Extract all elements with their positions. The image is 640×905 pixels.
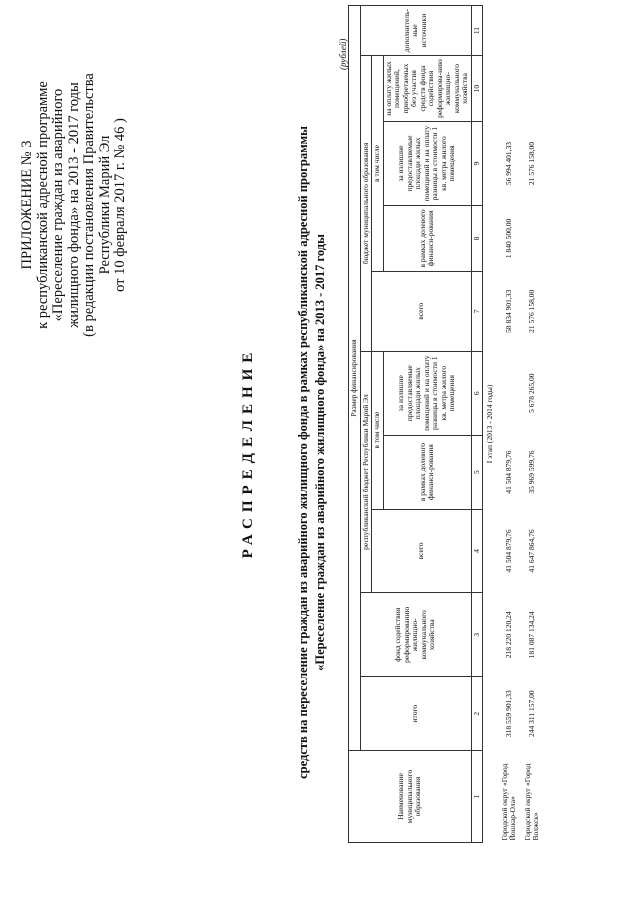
cell-municipal-over-area: 21 576 158,00 (526, 141, 536, 186)
document-subtitle: средств на переселение граждан из аварийного жилищного фонда в рамках республиканской адресной программы (296, 126, 310, 779)
cell-additional (521, 6, 544, 56)
column-number: 1 (471, 751, 483, 843)
header-municipal-share: в рамках долевого финанси-рования (383, 205, 471, 271)
table-row (521, 6, 544, 843)
cell-additional (498, 6, 521, 56)
header-municipal-including: в том числе (372, 56, 384, 272)
column-number: 4 (471, 509, 483, 593)
appendix-header (20, 45, 129, 365)
column-number: 10 (471, 56, 483, 122)
header-municipal-budget: бюджет муниципального образования (360, 56, 372, 352)
header-additional: дополнитель-ные источники (360, 6, 471, 56)
header-municipality: Наименование муниципального образования (349, 751, 472, 843)
column-number: 7 (471, 271, 483, 351)
header-republic-including: в том числе (372, 351, 384, 509)
appendix-line: Республики Марий Эл (96, 135, 113, 275)
column-number: 2 (471, 677, 483, 751)
cell-total: 318 559 901,33 (503, 690, 513, 738)
appendix-line: «Переселение граждан из аварийного (50, 88, 66, 322)
cell-republic-share: 41 504 879,76 (503, 450, 513, 494)
document-subtitle: «Переселение граждан из аварийного жилищного фонда» на 2013 - 2017 годы (313, 234, 327, 671)
table-row (498, 6, 521, 843)
cell-municipal-share (521, 205, 544, 271)
column-number: 3 (471, 593, 483, 677)
column-number: 9 (471, 122, 483, 206)
column-number: 8 (471, 205, 483, 271)
row-municipality-name: Городской округ «Город Йошкар-Ола» (499, 763, 517, 841)
cell-republic-all: 41 647 864,76 (526, 529, 536, 573)
appendix-line: к республиканской адресной программе (34, 81, 51, 329)
document-title: РАСПРЕДЕЛЕНИЕ (240, 346, 256, 559)
column-number: 5 (471, 435, 483, 509)
stage-label: I этап (2013 - 2014 годы) (485, 384, 494, 464)
appendix-line: жилищного фонда» на 2013 - 2017 годы (65, 82, 82, 328)
cell-republic-over-area: 5 678 265,00 (526, 373, 536, 413)
cell-municipal-all: 58 834 901,33 (503, 289, 513, 333)
column-number: 11 (471, 6, 483, 56)
header-municipal-pay-premises: на оплату жилых помещений, приобретаемых без участия средств фонда содействия реформирова-нию жилищно-коммунального хозяйства (383, 56, 471, 122)
header-republic-share: в рамках долевого финанси-рования (383, 435, 471, 509)
header-municipal-all: всего (372, 271, 472, 351)
cell-total: 244 311 157,00 (526, 690, 536, 737)
column-number: 6 (471, 351, 483, 435)
cell-municipal-pay-premises (498, 56, 521, 122)
appendix-line: (в редакции постановления Правительства (81, 73, 97, 337)
distribution-table (348, 5, 544, 843)
cell-republic-all: 41 504 879,76 (503, 529, 513, 573)
cell-municipal-over-area: 56 994 401,33 (503, 141, 513, 186)
header-republic-budget: республиканский бюджет Республики Марий Эл (360, 351, 372, 593)
header-municipal-over-area: за излишне предоставляемые площади жилых помещений и на оплату разницы в стоимости 1 кв. метра жилого помещения (383, 122, 471, 206)
units-label: (рублей) (338, 38, 348, 70)
header-total: итого (360, 677, 471, 751)
appendix-line: от 10 февраля 2017 г. № 46 ) (112, 118, 128, 292)
cell-municipal-pay-premises (521, 56, 544, 122)
cell-fund: 181 087 134,24 (526, 611, 536, 659)
header-fund: фонд содействия реформированию жилищно-коммунального хозяйства (360, 593, 471, 677)
cell-municipal-all: 21 576 158,00 (526, 289, 536, 333)
cell-fund: 218 220 120,24 (503, 611, 513, 659)
cell-municipal-share: 1 840 500,00 (503, 218, 513, 259)
row-municipality-name: Городской округ «Город Волжск» (522, 763, 540, 841)
header-republic-over-area: за излишне предоставляемые площади жилых помещений и на оплату разницы в стоимости 1 кв. метра жилого помещения (383, 351, 471, 435)
cell-republic-over-area (498, 351, 521, 435)
appendix-line: ПРИЛОЖЕНИЕ № 3 (19, 140, 35, 270)
header-funding-size: Размер финансирования (349, 6, 361, 751)
cell-republic-share: 35 969 599,76 (526, 450, 536, 494)
header-republic-all: всего (372, 509, 472, 593)
